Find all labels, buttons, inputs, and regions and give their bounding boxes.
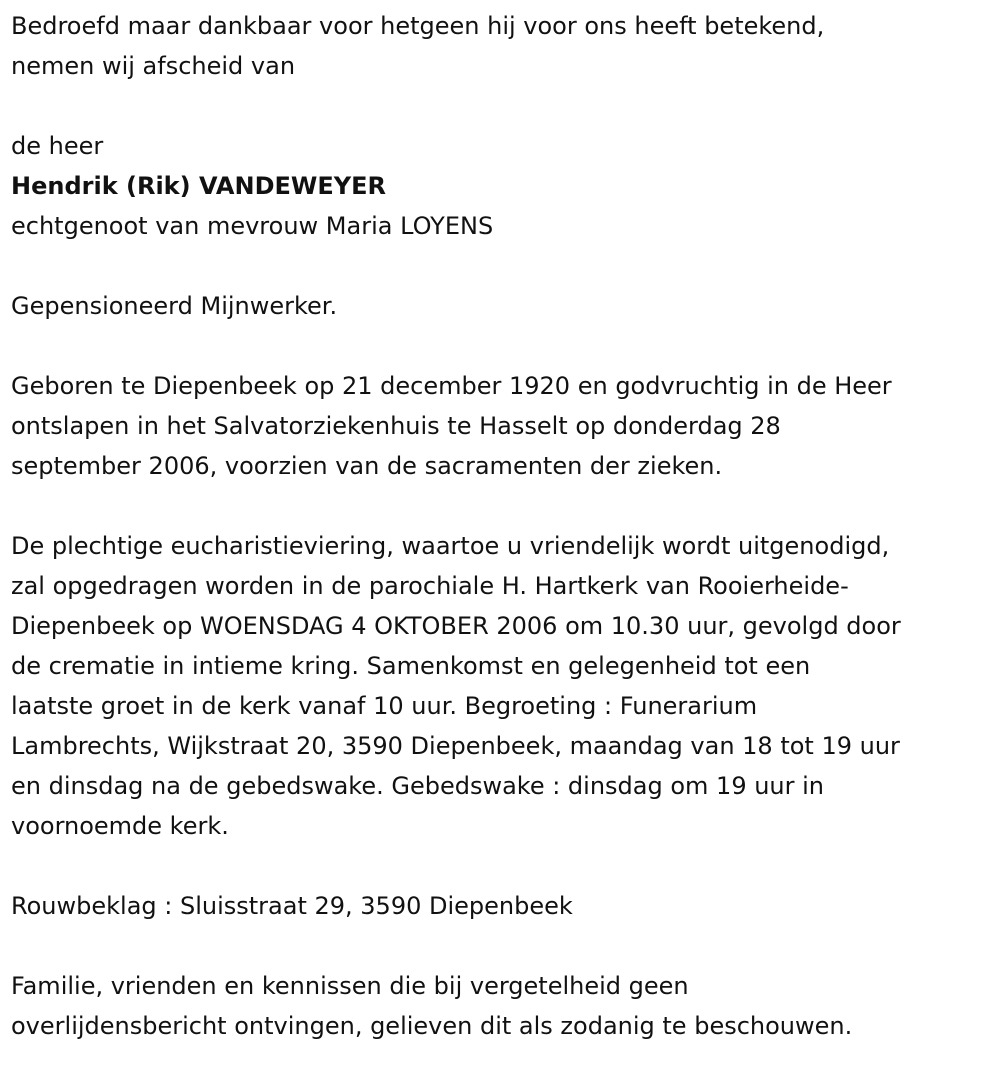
intro-line: Bedroefd maar dankbaar voor hetgeen hij voor ons heeft betekend, xyxy=(11,12,825,40)
ceremony-line: de crematie in intieme kring. Samenkomst en gelegenheid tot een xyxy=(11,652,811,680)
ceremony-paragraph xyxy=(11,526,990,846)
intro-line: nemen wij afscheid van xyxy=(11,52,296,80)
closing-paragraph xyxy=(11,966,990,1046)
closing-line: Familie, vrienden en kennissen die bij vergetelheid geen xyxy=(11,972,689,1000)
birth-death-paragraph xyxy=(11,366,990,486)
spacer xyxy=(11,926,990,966)
condolence-address: Rouwbeklag : Sluisstraat 29, 3590 Diepenbeek xyxy=(11,892,573,920)
spacer xyxy=(11,86,990,126)
closing-line: overlijdensbericht ontvingen, gelieven dit als zodanig te beschouwen. xyxy=(11,1012,853,1040)
ceremony-line: laatste groet in de kerk vanaf 10 uur. Begroeting : Funerarium xyxy=(11,692,758,720)
ceremony-line: De plechtige eucharistieviering, waartoe u vriendelijk wordt uitgenodigd, xyxy=(11,532,890,560)
spouse-line: echtgenoot van mevrouw Maria LOYENS xyxy=(11,212,494,240)
spacer xyxy=(11,486,990,526)
honorific: de heer xyxy=(11,132,104,160)
spacer xyxy=(11,246,990,286)
ceremony-line: voornoemde kerk. xyxy=(11,812,229,840)
intro-paragraph xyxy=(11,6,990,86)
ceremony-line: Diepenbeek op WOENSDAG 4 OKTOBER 2006 om 10.30 uur, gevolgd door xyxy=(11,612,901,640)
ceremony-line: zal opgedragen worden in de parochiale H. Hartkerk van Rooierheide- xyxy=(11,572,849,600)
ceremony-line: en dinsdag na de gebedswake. Gebedswake : dinsdag om 19 uur in xyxy=(11,772,825,800)
ceremony-line: Lambrechts, Wijkstraat 20, 3590 Diepenbeek, maandag van 18 tot 19 uur xyxy=(11,732,900,760)
birth-death-line: ontslapen in het Salvatorziekenhuis te Hasselt op donderdag 28 xyxy=(11,412,781,440)
deceased-name: Hendrik (Rik) VANDEWEYER xyxy=(11,172,387,200)
spacer xyxy=(11,326,990,366)
occupation-line: Gepensioneerd Mijnwerker. xyxy=(11,292,338,320)
birth-death-line: Geboren te Diepenbeek op 21 december 1920 en godvruchtig in de Heer xyxy=(11,372,892,400)
spacer xyxy=(11,846,990,886)
birth-death-line: september 2006, voorzien van de sacramenten der zieken. xyxy=(11,452,723,480)
